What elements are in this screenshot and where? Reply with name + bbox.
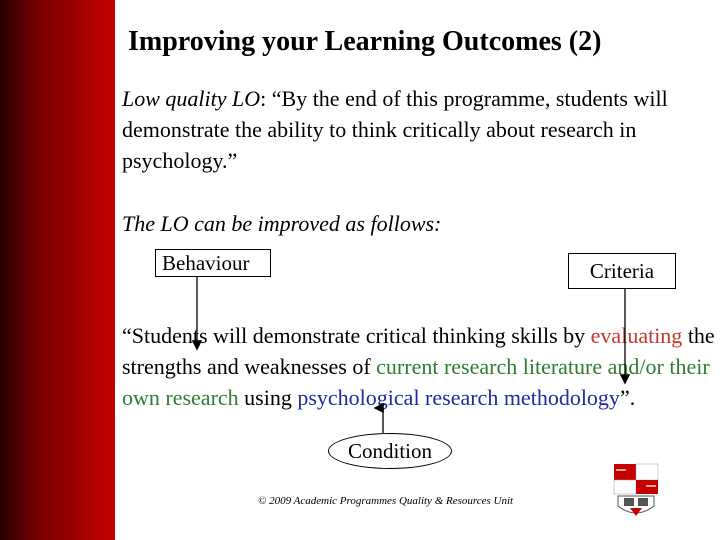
- condition-label-ellipse: Condition: [328, 433, 452, 469]
- statement-part1: “Students will demonstrate critical thinking skills by: [122, 323, 591, 348]
- improved-lo-statement: [122, 320, 717, 413]
- low-quality-label: Low quality LO: [122, 86, 261, 111]
- statement-part4: ”.: [619, 385, 636, 410]
- statement-part3: using: [238, 385, 298, 410]
- condition-text: psychological research methodology: [297, 385, 620, 410]
- university-crest-icon: [612, 462, 660, 520]
- statement-part2: the strengths and weaknesses of: [122, 323, 715, 379]
- low-quality-lo: [122, 83, 712, 176]
- criteria-label-box: Criteria: [568, 253, 676, 289]
- footer-copyright: © 2009 Academic Programmes Quality & Resources Unit: [258, 495, 514, 507]
- side-bar: [0, 0, 115, 540]
- improve-line: The LO can be improved as follows:: [122, 211, 442, 236]
- behaviour-label-box: Behaviour: [155, 249, 271, 277]
- behaviour-text: evaluating: [590, 323, 683, 348]
- slide-title: Improving your Learning Outcomes (2): [128, 26, 602, 57]
- low-quality-text: : “By the end of this programme, students will demonstrate the ability to think critically about research in psychology.”: [122, 86, 668, 173]
- criteria-text: current research literature and/or their own research: [122, 354, 710, 410]
